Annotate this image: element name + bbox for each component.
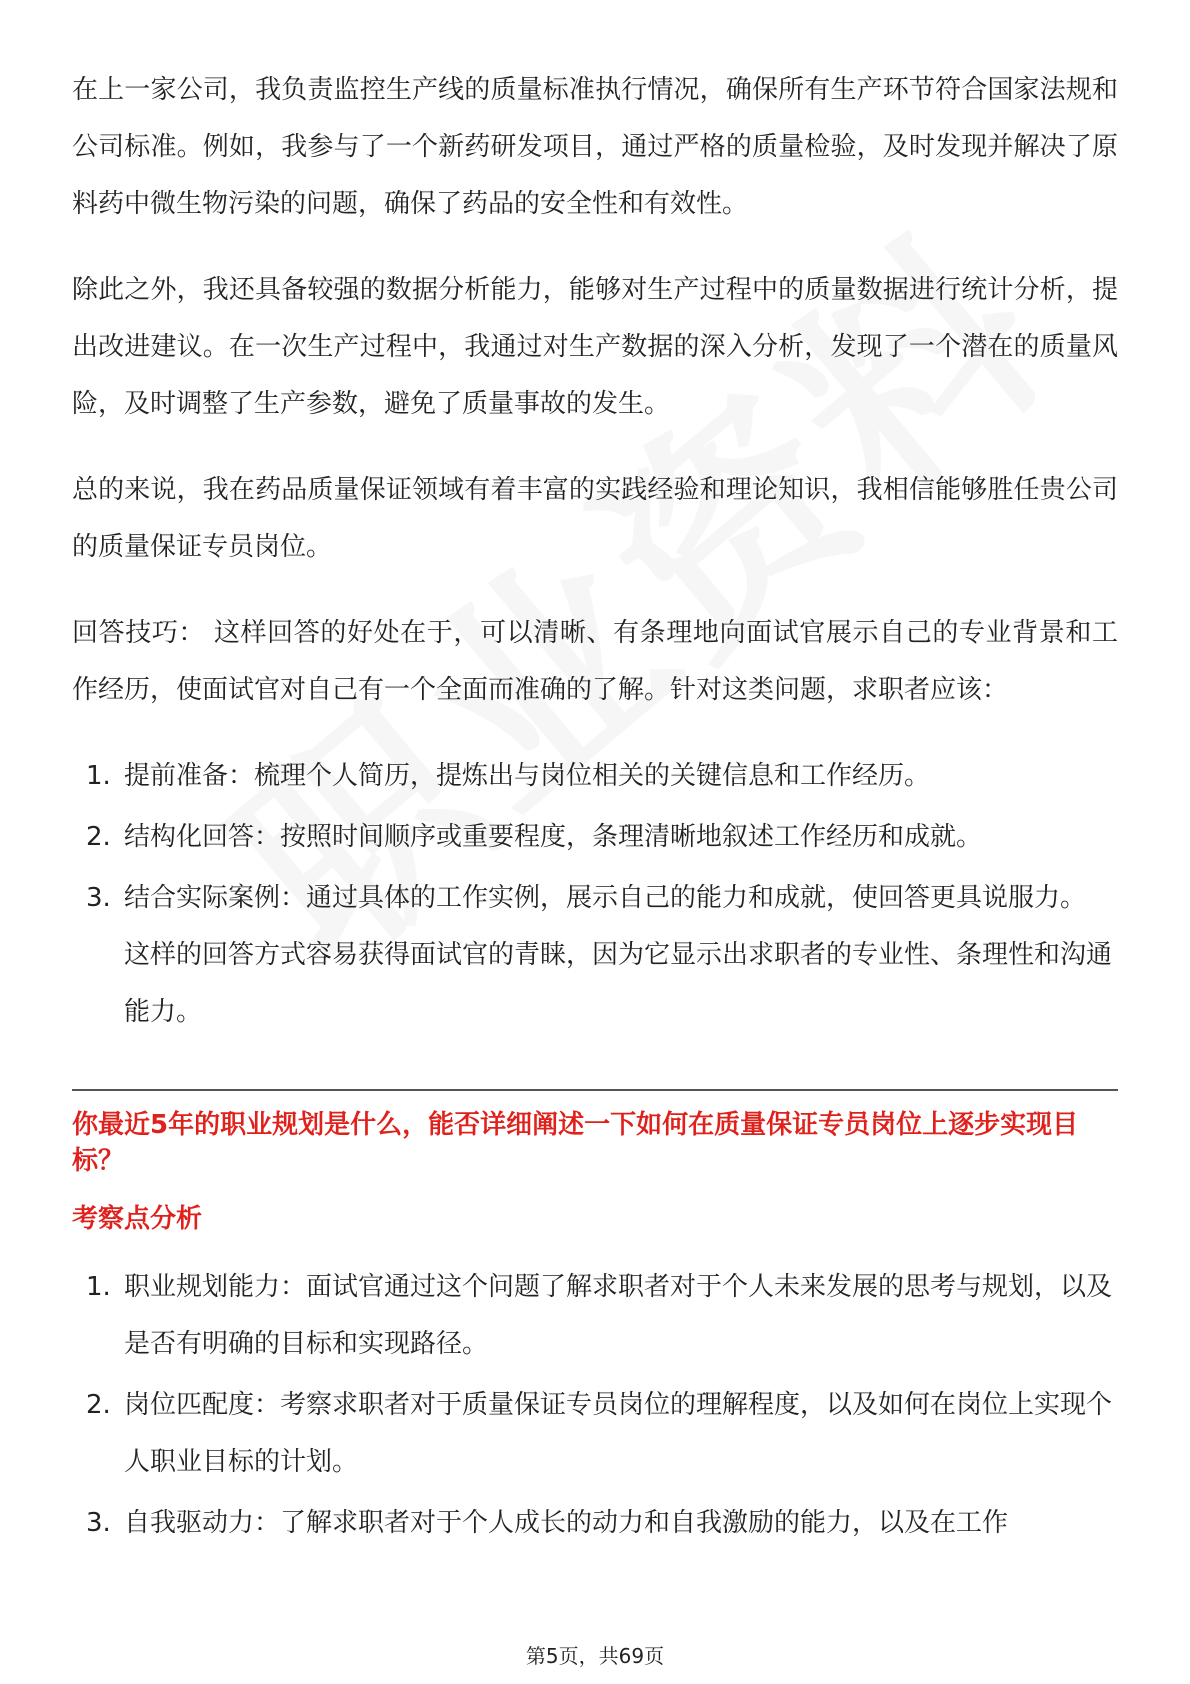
list-item <box>72 870 1118 1041</box>
list-item <box>72 809 1118 866</box>
paragraph-experience: 在上一家公司，我负责监控生产线的质量标准执行情况，确保所有生产环节符合国家法规和公司标准。例如，我参与了一个新药研发项目，通过严格的质量检验，及时发现并解决了原料药中微生物污染的问题，确保了药品的安全性和有效性。 <box>72 75 1118 219</box>
list-item <box>72 1377 1118 1491</box>
list-text: 提前准备：梳理个人简历，提炼出与岗位相关的关键信息和工作经历。 <box>124 761 931 791</box>
list-number: 3. <box>86 1508 111 1538</box>
list-number: 2. <box>86 822 111 852</box>
list-text: 自我驱动力：了解求职者对于个人成长的动力和自我激励的能力，以及在工作 <box>124 1508 1009 1538</box>
list-text: 结合实际案例：通过具体的工作实例，展示自己的能力和成就，使回答更具说服力。 这样的回答方式容易获得面试官的青睐，因为它显示出求职者的专业性、条理性和沟通能力。 <box>124 883 1113 1027</box>
analysis-heading: 考察点分析 <box>72 1204 203 1234</box>
list-item <box>72 748 1118 805</box>
tips-list <box>72 748 1118 1041</box>
list-text: 职业规划能力：面试官通过这个问题了解求职者对于个人未来发展的思考与规划，以及是否有明确的目标和实现路径。 <box>124 1272 1113 1359</box>
paragraph-data-analysis: 除此之外，我还具备较强的数据分析能力，能够对生产过程中的质量数据进行统计分析，提出改进建议。在一次生产过程中，我通过对生产数据的深入分析，发现了一个潜在的质量风险，及时调整了生产参数，避免了质量事故的发生。 <box>72 275 1118 419</box>
page-content <box>72 62 1118 1556</box>
list-text: 结构化回答：按照时间顺序或重要程度，条理清晰地叙述工作经历和成就。 <box>124 822 983 852</box>
list-item <box>72 1259 1118 1373</box>
list-number: 1. <box>86 1272 111 1302</box>
list-number: 2. <box>86 1390 111 1420</box>
analysis-list <box>72 1259 1118 1552</box>
question-heading: 你最近5年的职业规划是什么，能否详细阐述一下如何在质量保证专员岗位上逐步实现目标？ <box>72 1110 1079 1176</box>
list-number: 3. <box>86 883 111 913</box>
paragraph-summary: 总的来说，我在药品质量保证领域有着丰富的实践经验和理论知识，我相信能够胜任贵公司的质量保证专员岗位。 <box>72 475 1118 562</box>
list-text: 岗位匹配度：考察求职者对于质量保证专员岗位的理解程度，以及如何在岗位上实现个人职业目标的计划。 <box>124 1390 1113 1477</box>
page-footer: 第5页，共69页 <box>525 1644 665 1668</box>
paragraph-answer-tips: 回答技巧： 这样回答的好处在于，可以清晰、有条理地向面试官展示自己的专业背景和工作经历，使面试官对自己有一个全面而准确的了解。针对这类问题，求职者应该： <box>72 618 1118 705</box>
list-number: 1. <box>86 761 111 791</box>
section-divider <box>72 1089 1118 1091</box>
list-item <box>72 1495 1118 1552</box>
